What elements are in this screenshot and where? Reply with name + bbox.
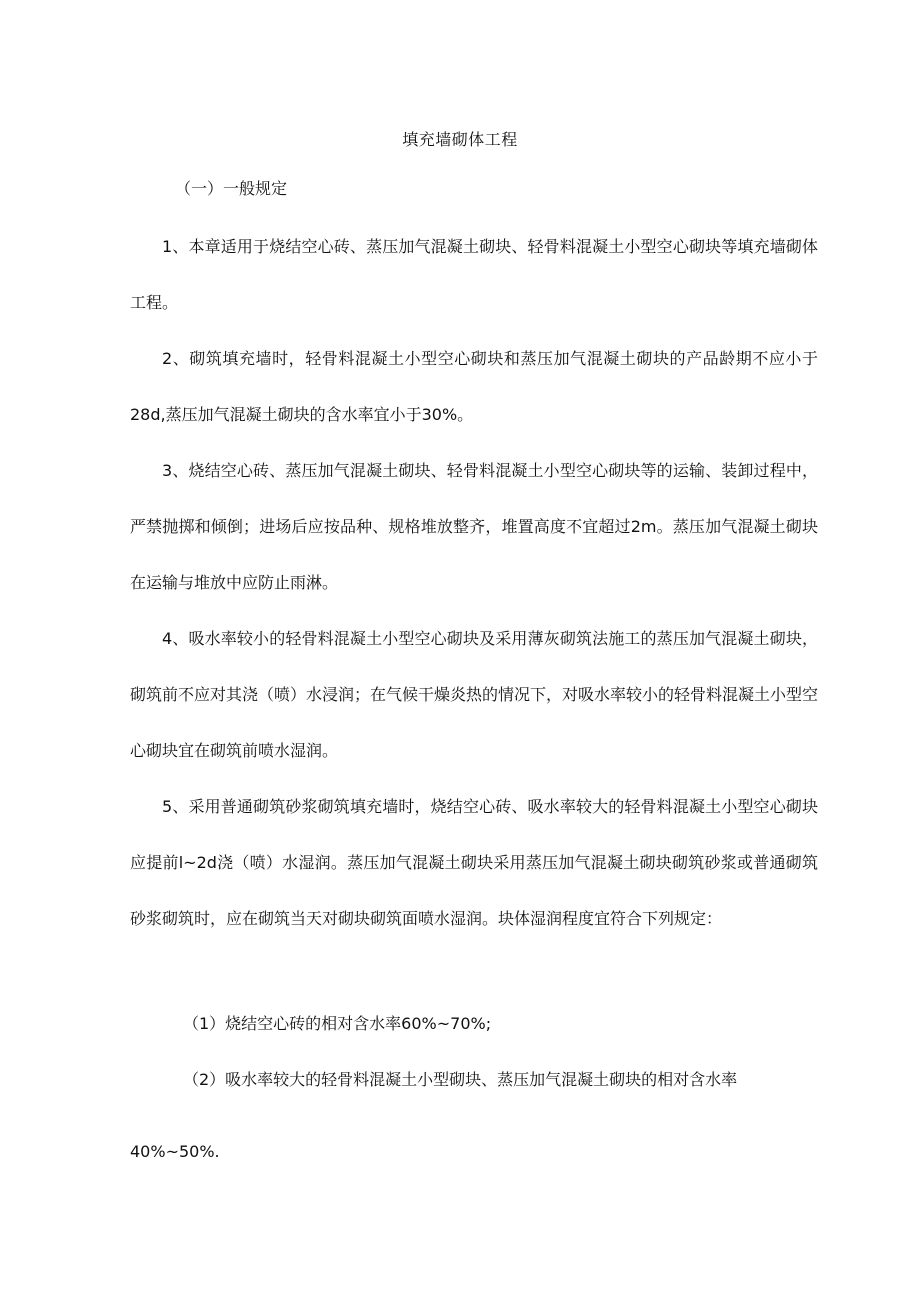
subitem-2: （2）吸水率较大的轻骨料混凝土小型砌块、蒸压加气混凝土砌块的相对含水率	[183, 1070, 738, 1089]
paragraph-2: 2、砌筑填充墙时，轻骨料混凝土小型空心砌块和蒸压加气混凝土砌块的产品龄期不应小于28d,蒸压加气混凝土砌块的含水率宜小于30%。	[130, 349, 818, 424]
paragraph-1: 1、本章适用于烧结空心砖、蒸压加气混凝土砌块、轻骨料混凝土小型空心砌块等填充墙砌体工程。	[130, 237, 818, 312]
section-heading: （一）一般规定	[175, 179, 288, 198]
paragraph-4: 4、吸水率较小的轻骨料混凝土小型空心砌块及采用薄灰砌筑法施工的蒸压加气混凝土砌块，砌筑前不应对其浇（喷）水浸润；在气候干燥炎热的情况下，对吸水率较小的轻骨料混凝土小型空心砌块宜在砌筑前喷水湿润。	[130, 629, 819, 760]
document-title: 填充墙砌体工程	[402, 130, 518, 149]
paragraph-5: 5、采用普通砌筑砂浆砌筑填充墙时，烧结空心砖、吸水率较大的轻骨料混凝土小型空心砌块应提前l~2d浇（喷）水湿润。蒸压加气混凝土砌块采用蒸压加气混凝土砌块砌筑砂浆或普通砌筑砂浆砌筑时，应在砌筑当天对砌块砌筑面喷水湿润。块体湿润程度宜符合下列规定：	[130, 797, 818, 928]
subitem-2-continuation: 40%~50%.	[130, 1142, 220, 1161]
paragraph-3: 3、烧结空心砖、蒸压加气混凝土砌块、轻骨料混凝土小型空心砌块等的运输、装卸过程中，严禁抛掷和倾倒；进场后应按品种、规格堆放整齐，堆置高度不宜超过2m。蒸压加气混凝土砌块在运输与堆放中应防止雨淋。	[130, 461, 818, 592]
subitem-1: （1）烧结空心砖的相对含水率60%~70%;	[183, 1014, 492, 1033]
